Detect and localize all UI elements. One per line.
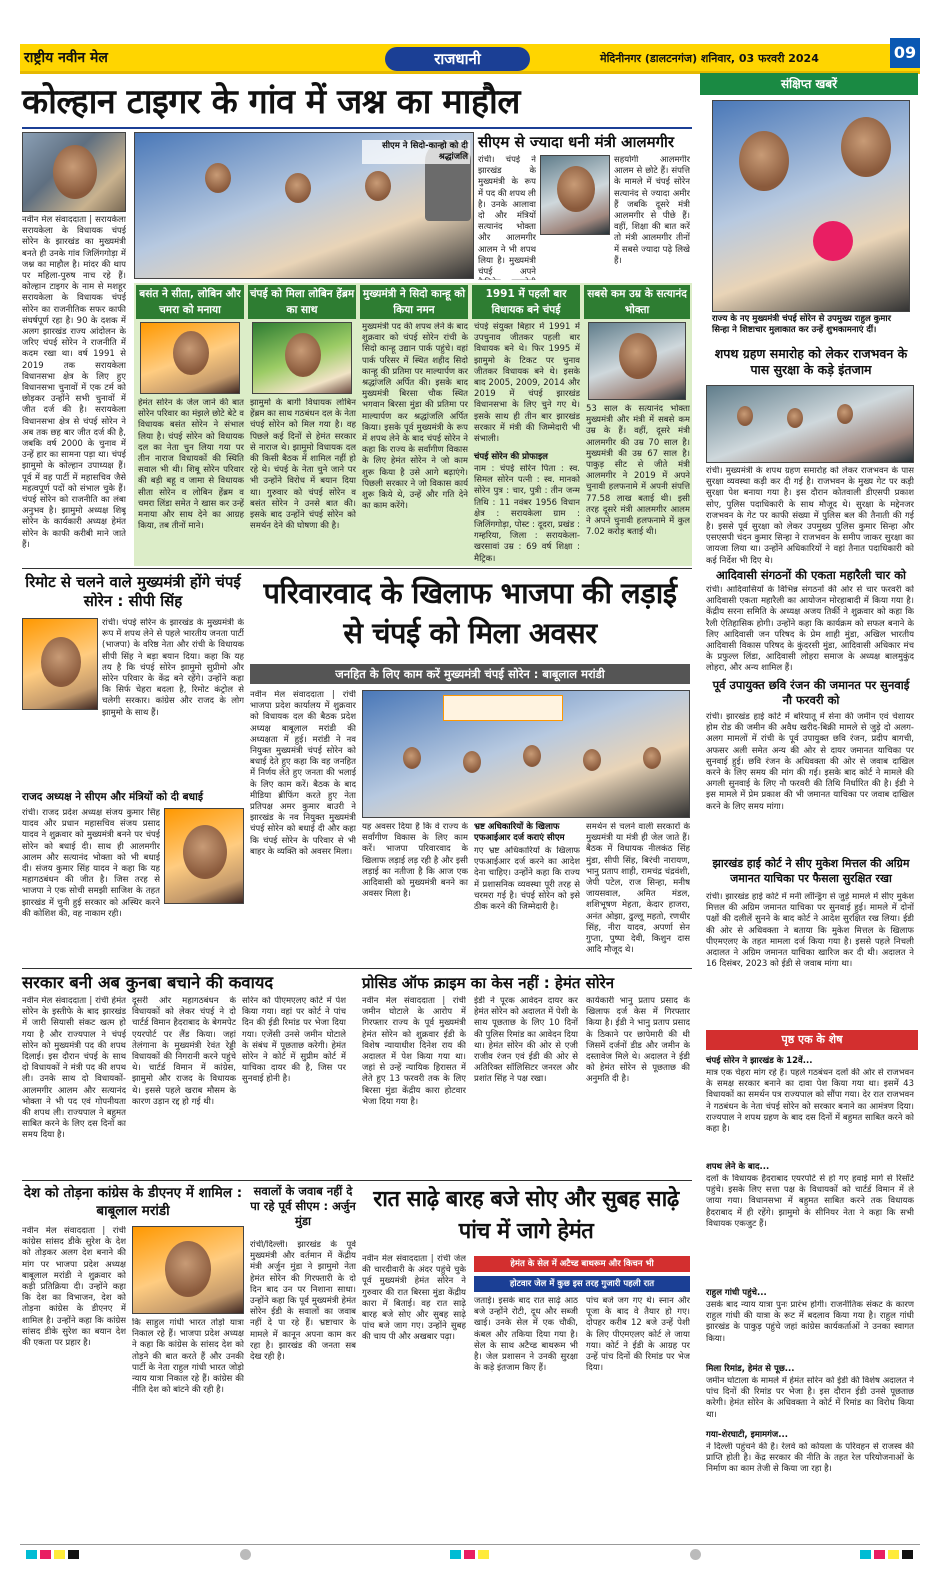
jail-night-body-c: पांच बजे जग गए थे। स्नान और पूजा के बाद वे तैयार हो गए। दोपहर करीब 12 बजे उन्हें पेशी के लिए पीएमएलए कोर्ट ले जाया गया। कोर्ट ने ईडी के आग्रह पर उन्हें पांच दिनों की रिमांड पर भेज दिया। — [586, 1296, 690, 1374]
pmla-body-a: नवीन मेल संवाददाता | रांची जमीन घोटाले के आरोप में गिरफ्तार राज्य के पूर्व मुख्यमंत्री हेमंत सोरेन को शुक्रवार ईडी के विशेष न्यायाधीश दिनेश राय की अदालत में पेश किया गया था। जहां से उन्हें न्यायिक हिरासत में लेते हुए 13 फरवरी तक के लिए बिरसा मुंडा केंद्रीय कारा होटवार भेजा दिया गया है। — [362, 996, 466, 1107]
cp-singh-photo — [22, 618, 98, 710]
pmla-body-c: कार्यकारी भानु प्रताप प्रसाद के खिलाफ दर्ज केस में गिरफ्तार किया है। ईडी ने भानु प्रताप प्रसाद के ठिकाने पर छापेमारी की थी जिसमें दर्जनों डीड और जमीन के दस्तावेज मिले थे। अदालत ने ईडी को हेमंत सोरेन से पूछताछ की अनुमति दी है। — [586, 996, 690, 1085]
rjd-headline: राजद अध्यक्ष ने सीएम और मंत्रियों को दी बधाई — [22, 791, 203, 803]
jail-night-headline: रात साढ़े बारह बजे सोए और सुबह साढ़े पांच में जागे हेमंत — [373, 1187, 679, 1244]
lead-headline: कोल्हान टाइगर के गांव में जश्न का माहौल — [22, 82, 520, 122]
lobin-photo — [252, 322, 352, 394]
cyan-swatch-right — [860, 1550, 871, 1559]
headline-rule — [22, 127, 692, 129]
cm-meeting-photo — [712, 100, 910, 312]
profile-title: चंपई सोरेन की प्रोफाइल — [474, 452, 548, 462]
col2-body: झामुमो के बागी विधायक लोबिन हेंब्रम का साथ गठबंधन दल के नेता चंपई सोरेन को मिल गया है। वह पिछले कई दिनों से हेमंत सरकार से नाराज थे। झामुमो विधायक दल की किसी बैठक में शामिल नहीं हो रहे थे। चंपई के नेता चुने जाने पर भी उन्होंने विरोध में बयान दिया था। गुरुवार को चंपई सोरेन व बसंत सोरेन ने उनसे बात की। इसके बाद उन्होंने चंपई सोरेन को समर्थन देने की घोषणा की है। — [250, 398, 356, 532]
col3-headline: मुख्यमंत्री ने सिदो कान्हू को किया नमन — [360, 285, 468, 319]
briefs-header: संक्षिप्त खबरें — [700, 73, 918, 95]
champai-portrait-photo — [22, 132, 126, 212]
cont4-body: जमीन घोटाला के मामले में हेमंत सोरेन को ईडी की विशेष अदालत ने पांच दिनों की रिमांड पर भेजा है। इस दौरान ईडी उनसे पूछताछ करेगी। हेमंत सोरेन के अधिवक्ता ने कोर्ट में रिमांड का विरोध किया था। — [706, 1376, 914, 1420]
bjp-fir-headline: भ्रष्ट अधिकारियों के खिलाफ एफआईआर दर्ज कराएं सीएम — [474, 822, 565, 843]
yellow-swatch — [54, 1550, 65, 1559]
magenta-swatch-right — [874, 1550, 885, 1559]
government-body-b: दूसरी ओर महागठबंधन के विधायकों को लेकर चंपई ने दो चार्टर्ड विमान हैदराबाद के बेगमपेट एयरपोर्ट पर लैंड किया। जहां तेलंगाना के मुख्यमंत्री रेवंत रेड्डी विधायकों की निगरानी करने पहुंचे थे। चार्टर्ड विमान में कांग्रेस, झामुमो और राजद के विधायक थे। इससे पहले खराब मौसम के कारण उड़ान रद्द हो गई थी। — [132, 996, 236, 1107]
col4-headline: 1991 में पहली बार विधायक बने चंपई — [472, 285, 580, 319]
photo-caption-tribute: सीएम ने सिदो-कान्हो को दी श्रद्धांजलि — [362, 140, 470, 164]
jail-night-body-b: जताई। इसके बाद रात साढ़े आठ बजे उन्होंने रोटी, दूध और सब्जी खाई। उनके सेल में एक चौकी, कंबल और तकिया दिया गया है। सेल के साथ अटैच्ड बाथरूम भी है। जेल प्रशासन ने उनकी सुरक्षा के कड़े इंतजाम किए हैं। — [474, 1296, 578, 1374]
col4-body: चंपई संयुक्त बिहार में 1991 में उपचुनाव जीतकर पहली बार विधायक बने थे। फिर 1995 में झामुमो के टिकट पर चुनाव जीतकर विधायक बने थे। इसके बाद 2005, 2009, 2014 और 2019 में चंपई झारखंड विधानसभा के लिए चुने गए थे। इसके साथ ही तीन बार झारखंड सरकार में मंत्री की जिम्मेदारी भी संभाली। — [474, 322, 580, 445]
bjp-body-col4: समर्थन से चलने वाली सरकारों के मुख्यमंत्री या मंत्री ही जेल जाते हैं। बैठक में विधायक नीलकंठ सिंह मुंडा, सीपी सिंह, बिरंची नारायण, भानु प्रताप शाही, रामचंद्र चंद्रवंशी, जेपी पटेल, राज सिन्हा, मनीष जायसवाल, अमित मंडल, शशिभूषण मेहता, केदार हाजरा, अनंत ओझा, ढुल्लू महतो, रणधीर सिंह, नीरा यादव, अपर्णा सेन गुप्ता, पुष्पा देवी, किशुन दास आदि मौजूद थे। — [586, 822, 690, 956]
government-headline: सरकार बनी अब कुनबा बचाने की कवायद — [22, 973, 274, 992]
cont3-body: उसके बाद न्याय यात्रा पुनः प्रारंभ होगी। राजनीतिक संकट के कारण राहुल गांधी की यात्रा के रूट में बदलाव किया गया है। राहुल गांधी झारखंड के पाकुड़ पहुंचे जहां कांग्रेस कार्यकर्ताओं ने उनका स्वागत किया। — [706, 1300, 914, 1344]
jail-tag-bathroom: हेमंत के सेल में अटैच्ड बाथरूम और किचन भी — [474, 1256, 690, 1272]
register-mark-right — [690, 1549, 701, 1560]
government-body-a: नवीन मेल संवाददाता | रांची हेमंत सोरेन के इस्तीफे के बाद झारखंड में जारी सियासी संकट खत्म हो गया है और राज्यपाल ने चंपई सोरेन को मुख्यमंत्री पद की शपथ दिलाई। इस दौरान चंपई के साथ दो विधायकों ने मंत्री पद की शपथ ली। उनके साथ दो विधायकों-आलमगीर आलम और सत्यानंद भोक्ता ने भी पद एवं गोपनीयता की शपथ ली। राज्यपाल ने बहुमत साबित करने के लिए दस दिनों का समय दिया है। — [22, 996, 126, 1141]
congress-headline: देश को तोड़ना कांग्रेस के डीएनए में शामिल : बाबूलाल मरांडी — [23, 1185, 243, 1219]
satyanand-photo — [588, 322, 686, 400]
mukesh-mittal-headline: झारखंड हाई कोर्ट ने सीए मुकेश मित्तल की अग्रिम जमानत याचिका पर फैसला सुरक्षित रखा — [712, 857, 910, 885]
cont4-headline: मिला रिमांड, हेमंत से पूछ... — [706, 1364, 795, 1374]
government-body-c: सोरेन को पीएमएलए कोर्ट में पेश किया गया। वहां पर कोर्ट ने पांच दिन की ईडी रिमांड पर भेजा दिया गया। एजेंसी उनसे जमीन घोटाले के संबंध में पूछताछ करेगी। हेमंत सोरेन ने कोर्ट में सुप्रीम कोर्ट में याचिका दायर की है, जिस पर सुनवाई होनी है। — [242, 996, 346, 1085]
babulal-photo — [132, 1226, 244, 1314]
col1-headline: बसंत ने सीता, लोबिन और चमरा को मनाया — [136, 285, 244, 319]
alamgir-headline: सीएम से ज्यादा धनी मंत्री आलमगीर — [478, 133, 675, 151]
cont3-headline: राहुल गांधी पहुंचे... — [706, 1288, 767, 1298]
footer-rule — [20, 1544, 920, 1545]
black-swatch-right — [902, 1550, 913, 1559]
alamgir-portrait-photo — [540, 155, 610, 235]
bjp-meeting-photo — [362, 690, 690, 818]
congress-body-b: कि साहुल गांधी भारत तोड़ो यात्रा निकाल रहे हैं। भाजपा प्रदेश अध्यक्ष ने कहा कि कांग्रेस के सांसद देश को तोड़ने की बात करते हैं और उनकी पार्टी के नेता राहुल गांधी भारत जोड़ो न्याय यात्रा निकाल रहे हैं। कांग्रेस की नीति देश को बांटने की रही है। — [132, 1318, 244, 1396]
cyan-swatch-center — [450, 1550, 461, 1559]
chhavi-ranjan-body: रांची। झारखंड हाई कोर्ट में बरियातू में सेना की जमीन एवं चेशायर होम रोड की जमीन की अवैध खरीद-बिक्री मामले से जुड़े दो अलग-अलग मामलों में रांची के पूर्व उपायुक्त छवि रंजन, प्रदीप बागची, अफसर अली समेत अन्य की ओर से दायर जमानत याचिका पर सुनवाई हुई। छवि रंजन के अधिवक्ता की ओर से जवाब दाखिल करने के लिए समय की मांग की गई। इसके बाद कोर्ट ने मामले की अगली सुनवाई के लिए नौ फरवरी की तिथि निर्धारित की है। ईडी ने इस मामले में प्रेम प्रकाश की भी जमानत याचिका पर जवाब दाखिल करने के लिए समय मांगा। — [706, 712, 914, 812]
magenta-swatch-center — [464, 1550, 475, 1559]
adivasi-rally-body: रांची। आदिवासियों के विभिन्न संगठनों की ओर से चार फरवरी को आदिवासी एकता महारैली का आयोजन मोरहाबादी में किया गया है। केंद्रीय सरना समिति के अध्यक्ष अजय तिर्की ने शुक्रवार को कहा कि रैली ऐतिहासिक होगी। उन्होंने कहा कि कार्यक्रम को सफल बनाने के लिए आदिवासी जन परिषद के प्रेम शाही मुंडा, अखिल भारतीय आदिवासी विकास परिषद के कुंदरसी मुंडा, आदिवासी अधिकार मंच के प्रफुल्ल लिंडा, आदिवासी लोहरा समाज के अध्यक्ष बालमुकुंद लोहरा, और अन्य शामिल हैं। — [706, 585, 914, 674]
remote-cm-headline: रिमोट से चलने वाले मुख्यमंत्री होंगे चंपई सोरेन : सीपी सिंह — [25, 573, 241, 610]
mukesh-mittal-body: रांची। झारखंड हाई कोर्ट में मनी लॉन्ड्रिंग से जुड़े मामले में सीए मुकेश मित्तल की अग्रिम जमानत याचिका पर सुनवाई हुई। मामले में दोनों पक्षों की दलीलें सुनने के बाद कोर्ट ने आदेश सुरक्षित रख लिया। ईडी की ओर से अधिवक्ता ने बताया कि मुकेश मित्तल के खिलाफ पीएमएलए के तहत मामला दर्ज किया गया है। इससे पहले निचली अदालत ने अग्रिम जमानत याचिका खारिज कर दी थी। अदालत ने 16 दिसंबर, 2023 को ईडी से जवाब मांगा था। — [706, 892, 914, 970]
chhavi-ranjan-headline: पूर्व उपायुक्त छवि रंजन की जमानत पर सुनवाई नौ फरवरी को — [712, 678, 910, 707]
jail-night-body-a: नवीन मेल संवाददाता | रांची जेल की चारदीवारी के अंदर पहुंचे चुके पूर्व मुख्यमंत्री हेमंत सोरेन ने गुरुवार की रात बिरसा मुंडा केंद्रीय कारा में बिताई। वह रात साढ़े बारह बजे सोए और सुबह साढ़े पांच बजे जाग गए। उन्होंने सुबह की चाय पी और अखबार पढ़ा। — [362, 1254, 466, 1343]
bjp-headline: परिवारवाद के खिलाफ भाजपा की लड़ाई से चंपई को मिला अवसर — [263, 576, 677, 650]
arjun-headline: सवालों के जवाब नहीं दे पा रहे पूर्व सीएम : अर्जुन मुंडा — [250, 1184, 356, 1228]
col3-body: मुख्यमंत्री पद की शपथ लेने के बाद शुक्रवार को चंपई सोरेन रांची के सिदो कान्हू उद्यान पार्क पहुंचे। वहां पार्क परिसर में स्थित शहीद सिदो कान्हू की प्रतिमा पर माल्यार्पण कर श्रद्धांजलि अर्पित की। इसके बाद मुख्यमंत्री बिरसा चौक स्थित भगवान बिरसा मुंडा की प्रतिमा पर माल्यार्पण कर श्रद्धांजलि अर्पित किया। इसके पूर्व मुख्यमंत्री के रूप में शपथ लेने के बाद चंपई सोरेन ने कहा कि राज्य के सर्वांगीण विकास के लिए हेमंत सोरेन ने जो काम शुरू किया है उसे आगे बढ़ाएंगे। पिछली सरकार ने जो विकास कार्य शुरू किये थे, उन्हें और गति देने का काम करेंगे। — [362, 322, 468, 512]
profile-body: नाम : चंपई सोरेन पिता : स्व. सिमल सोरेन पत्नी : स्व. मानको सोरेन पुत्र : चार, पुत्री : तीन जन्म तिथि : 11 नवंबर 1956 विधान क्षेत्र : सरायकेला ग्राम : जिलिंगगोड़ा, पोस्ट : दूदरा, प्रखंड : गम्हरिया, जिला : सरायकेला-खरसावां उम्र : 69 वर्ष शिक्षा : मैट्रिक। — [474, 464, 580, 564]
lead-body-left: नवीन मेल संवाददाता | सरायकेला सरायकेला के विधायक चंपई सोरेन के झारखंड का मुख्यमंत्री बनते ही उनके गांव जिलिंगगोड़ा में जश्न का माहौल है। मांदर की थाप पर महिला-पुरुष नाच रहे हैं। कोल्हान टाइगर के नाम से मशहूर सरायकेला के विधायक चंपई सोरेन का राजनीतिक सफर काफी संघर्षपूर्ण रहा है। 90 के दशक में अलग झारखंड राज्य आंदोलन के जरिए चंपई सोरेन ने राजनीति में कदम रखा था। वर्ष 1991 से 2019 तक सरायकेला विधानसभा क्षेत्र के लिए हुए विधानसभा चुनावों में एक टर्म को छोड़कर उन्होंने सभी चुनावों में जीत दर्ज की है। सरायकेला विधानसभा क्षेत्र से चंपई सोरेन ने अब तक छह बार जीत दर्ज की है, जबकि वर्ष 2000 के चुनाव में उन्हें हार का सामना पड़ा था। चंपई झामुमो के कोल्हान उपाध्यक्ष हैं। पूर्व में वह पार्टी में महासचिव जैसे महत्वपूर्ण पदों को संभाल चुके हैं। चंपई सोरेन को राजनीति का लंबा अनुभव है। झामुमो अध्यक्ष शिबू सोरेन के कार्यकारी अध्यक्ष हेमंत सोरेन के काफी करीबी माने जाते हैं। — [22, 215, 126, 550]
register-mark — [240, 1549, 251, 1560]
pmla-headline: प्रोसिड ऑफ क्राइम का केस नहीं : हेमंत सोरेन — [362, 974, 615, 992]
col5-headline: सबसे कम उम्र के सत्यानंद भोक्ता — [584, 285, 690, 319]
security-headline: शपथ ग्रहण समारोह को लेकर राजभवन के पास सुरक्षा के कड़े इंतजाम — [714, 346, 908, 377]
newspaper-name: राष्ट्रीय नवीन मेल — [24, 50, 108, 66]
cont1-body: मात्र एक चेहरा मांग रहे हैं। पहले गठबंधन दलों की ओर से राजभवन के समक्ष सरकार बनाने का दावा पेश किया गया था। इसमें 43 विधायकों का समर्थन पत्र राज्यपाल को सौंपा गया। देर रात राजभवन ने गठबंधन के नेता चंपई सोरेन को सरकार बनाने का आमंत्रण दिया। राज्यपाल ने शपथ ग्रहण के बाद दस दिनों में बहुमत साबित करने को कहा है। — [706, 1068, 914, 1135]
dateline: मेदिनीनगर (डालटनगंज) शनिवार, 03 फरवरी 2024 — [600, 52, 819, 65]
page-number: 09 — [890, 38, 920, 68]
congress-body-a: नवीन मेल संवाददाता | रांची कांग्रेस सांसद डीके सुरेश के देश को तोड़कर अलग देश बनाने की मांग पर भाजपा प्रदेश अध्यक्ष बाबूलाल मरांडी ने शुक्रवार को कड़ी प्रतिक्रिया दी। उन्होंने कहा कि देश का विभाजन, देश को तोड़ना कांग्रेस के डीएनए में शामिल है। उन्होंने कहा कि कांग्रेस सांसद डीके सुरेश का बयान देश की एकता पर प्रहार है। — [22, 1226, 126, 1349]
bjp-body-col2: यह अवसर दिया है कि वे राज्य के सर्वांगीण विकास के लिए काम करें। भाजपा परिवारवाद के खिलाफ लड़ाई लड़ रही है और इसी लड़ाई का नतीजा है कि आज एक आदिवासी को मुख्यमंत्री बनने का अवसर मिला है। — [362, 822, 468, 900]
cont2-headline: शपथ लेने के बाद... — [706, 1162, 770, 1172]
arjun-body: रांची/दिल्ली। झारखंड के पूर्व मुख्यमंत्री और वर्तमान में केंद्रीय मंत्री अर्जुन मुंडा ने झामुमो नेता हेमंत सोरेन की गिरफ्तारी के दो दिन बाद उन पर निशाना साधा। उन्होंने कहा कि पूर्व मुख्यमंत्री हेमंत सोरेन ईडी के सवालों का जवाब नहीं दे पा रहे हैं। भ्रष्टाचार के मामले में कानून अपना काम कर रहा है। झारखंड की जनता सब देख रही है। — [250, 1240, 356, 1363]
rjd-body: रांची। राजद प्रदेश अध्यक्ष संजय कुमार सिंह यादव और प्रधान महासचिव संजय प्रसाद यादव ने शुक्रवार को मुख्यमंत्री बनने पर चंपई सोरेन को बधाई दी। साथ ही आलमगीर आलम और सत्यानंद भोक्ता को भी बधाई दी। संजय कुमार सिंह यादव ने कहा कि यह महागठबंधन की जीत है। जिस तरह से भाजपा ने एक सोची समझी साजिश के तहत झारखंड में चुनी हुई सरकार को अस्थिर करने की कोशिश की, वह नाकाम रही। — [22, 808, 160, 919]
bjp-body-col3: गए भ्रष्ट अधिकारियों के खिलाफ एफआईआर दर्ज करने का आदेश देना चाहिए। उन्होंने कहा कि राज्य में प्रशासनिक व्यवस्था पूरी तरह से चरमरा गई है। चंपई सोरेन को इसे ठीक करने की जिम्मेदारी है। — [474, 846, 580, 913]
security-body: रांची। मुख्यमंत्री के शपथ ग्रहण समारोह को लेकर राजभवन के पास सुरक्षा व्यवस्था कड़ी कर दी गई है। राजभवन के मुख्य गेट पर कड़ी सुरक्षा पेश बनाया गया है। इस दौरान कोतवाली डीएसपी प्रकाश सोए, पुलिस पदाधिकारी के साथ मौजूद थे। सुरक्षा के मद्देनजर राजभवन के गेट पर काफी संख्या में पुलिस बल की तैनाती की गई है। इससे पूर्व सुरक्षा को लेकर उपमुख्य पुलिस कुमार सिन्हा और एसएसपी चंदन कुमार सिन्हा ने राजभवन के समीप जाकर सुरक्षा का जायजा लिया था। उन्होंने अधिकारियों ने वहां तैनात पदाधिकारी को कई निर्देश भी दिए थे। — [706, 466, 914, 566]
cont2-body: दलों के विधायक हैदराबाद एयरपोर्ट से हो गए हवाई मार्ग से रिसॉर्ट पहुंचे। इसके लिए सत्ता पक्ष के विधायकों को चार्टर्ड विमान में ले जाया गया। विधानसभा में बहुमत साबित करने तक विधायक हैदराबाद में ही रहेंगे। झामुमो के सीनियर नेता ने कहा कि सभी विधायक एकजुट हैं। — [706, 1174, 914, 1229]
rajbhavan-police-photo — [706, 385, 914, 463]
yellow-swatch-center — [478, 1550, 489, 1559]
remote-cm-body: रांची। चंपई सोरेन के झारखंड के मुख्यमंत्री के रूप में शपथ लेने से पहले भारतीय जनता पार्टी (भाजपा) के वरिष्ठ नेता और रांची के विधायक सीपी सिंह ने बड़ा बयान दिया। कहा कि यह तय है कि चंपई सोरेन झामुमो सुप्रीमो और सोरेन परिवार के केंद्र बने रहेंगे। उन्होंने कहा कि सिर्फ चेहरा बदला है, रिमोट कंट्रोल से चलेगी सरकार। कांग्रेस और राजद के लोग झामुमो के साथ हैं। — [102, 618, 244, 718]
bottom-divider — [22, 1180, 692, 1181]
cont5-headline: गया-शेरघाटी, इमामगंज... — [706, 1430, 788, 1440]
col5-body: 53 साल के सत्यानंद भोक्ता मुख्यमंत्री और मंत्री में सबसे कम उम्र के हैं। वहीं, दूसरे मंत्री आलमगीर की उम्र 70 साल है। मुख्यमंत्री की उम्र 67 साल है। पाकुड़ सीट से जीते मंत्री आलमगीर ने 2019 में अपने चुनावी हलफनामे में अपनी संपत्ति 77.58 लाख बताई थी। इसी तरह दूसरे मंत्री आलमगीर आलम ने अपने चुनावी हलफनामे में कुल 7.02 करोड़ बताई थी। — [586, 404, 690, 538]
col1-body: हेमंत सोरेन के जेल जाने की बात सोरेन परिवार का मंझले छोटे बेटे व विधायक बसंत सोरेन ने संभाल लिया है। चंपई सोरेन को विधायक दल का नेता चुन लिया गया पर तीन नाराज विधायकों की स्थिति सवाल भी थी। शिबू सोरेन परिवार की बड़ी बहू व जामा से विधायक सीता सोरेन व लोबिन हेंब्रम व चमरा लिंडा समेत ने खास कर उन्हें मनाया और साथ देने का आग्रह किया, तब तीनों माने। — [138, 398, 244, 532]
continued-header: पृष्ठ एक के शेष — [706, 1030, 918, 1050]
cyan-swatch — [26, 1550, 37, 1559]
cont1-headline: चंपई सोरेन ने झारखंड के 12वें... — [706, 1056, 813, 1066]
cm-meeting-caption: राज्य के नए मुख्यमंत्री चंपई सोरेन से उपमुख्य राहुल कुमार सिन्हा ने शिष्टाचार मुलाकात कर उन्हें शुभकामनाएं दीं। — [712, 314, 892, 335]
basant-photo — [140, 322, 240, 394]
col2-headline: चंपई को मिला लोबिन हेंब्रम का साथ — [248, 285, 356, 319]
black-swatch — [68, 1550, 79, 1559]
magenta-swatch — [40, 1550, 51, 1559]
adivasi-rally-headline: आदिवासी संगठनों की एकता महारैली चार को — [715, 568, 907, 582]
pmla-body-b: ईडी ने पूरक आवेदन दायर कर हेमंत सोरेन को अदालत में पेशी के साथ पूछताछ के लिए 10 दिनों की पुलिस रिमांड का आवेदन दिया था। हेमंत सोरेन की ओर से एजी राजीव रंजन एवं ईडी की ओर से अतिरिक्त सॉलिसिटर जनरल और प्रशांत सिंह ने पक्ष रखा। — [474, 996, 578, 1085]
yellow-swatch-right — [888, 1550, 899, 1559]
bjp-body-col1: नवीन मेल संवाददाता | रांची भाजपा प्रदेश कार्यालय में शुक्रवार को विधायक दल की बैठक प्रदेश अध्यक्ष बाबूलाल मरांडी की अध्यक्षता में हुई। मरांडी ने नव नियुक्त मुख्यमंत्री चंपई सोरेन को बधाई देते हुए कहा कि वह जनहित में निर्णय लेते हुए जनता की भलाई के लिए काम करें। बैठक के बाद मीडिया ब्रीफिंग करते हुए नेता प्रतिपक्ष अमर कुमार बाउरी ने झारखंड के नव नियुक्त मुख्यमंत्री चंपई सोरेन को बधाई दी और कहा कि चंपई सोरेन के परिवार से भी बाहर के व्यक्ति को अवसर मिला। — [250, 690, 356, 857]
alamgir-body-b: सहयोगी आलमगीर आलम से छोटे हैं। संपत्ति के मामले में चंपई सोरेन सत्यानंद से ज्यादा अमीर हैं जबकि दूसरे मंत्री आलमगीर से पीछे हैं। वहीं, शिक्षा की बात करें तो मंत्री आलमगीर तीनों में सबसे ज्यादा पढ़े लिखे हैं। — [614, 155, 690, 266]
section-label: राजधानी — [385, 47, 530, 71]
jail-tag-first-night: होटवार जेल में कुछ इस तरह गुजारी पहली रात — [474, 1276, 690, 1292]
alamgir-body-a: रांची। चंपई ने झारखंड के मुख्यमंत्री के रूप में पद की शपथ ली है। उनके आलावा दो और मंत्रियों सत्यानंद भोक्ता और आलमगीर आलम ने भी शपथ लिया है। मुख्यमंत्री चंपई अपने — [478, 155, 536, 278]
cont5-body: ने दिल्ली पहुंचने की है। रेलवे को कोयला के परिवहन से राजस्व की प्राप्ति होती है। केंद्र सरकार की नीति के तहत रेल परियोजनाओं के निर्माण का काम तेजी से किया जा रहा है। — [706, 1442, 914, 1475]
section-divider — [22, 568, 692, 569]
bjp-strapline: जनहित के लिए काम करें मुख्यमंत्री चंपई सोरेन : बाबूलाल मरांडी — [250, 664, 690, 684]
lower-divider — [22, 968, 692, 969]
sanjay-yadav-photo — [164, 808, 244, 904]
